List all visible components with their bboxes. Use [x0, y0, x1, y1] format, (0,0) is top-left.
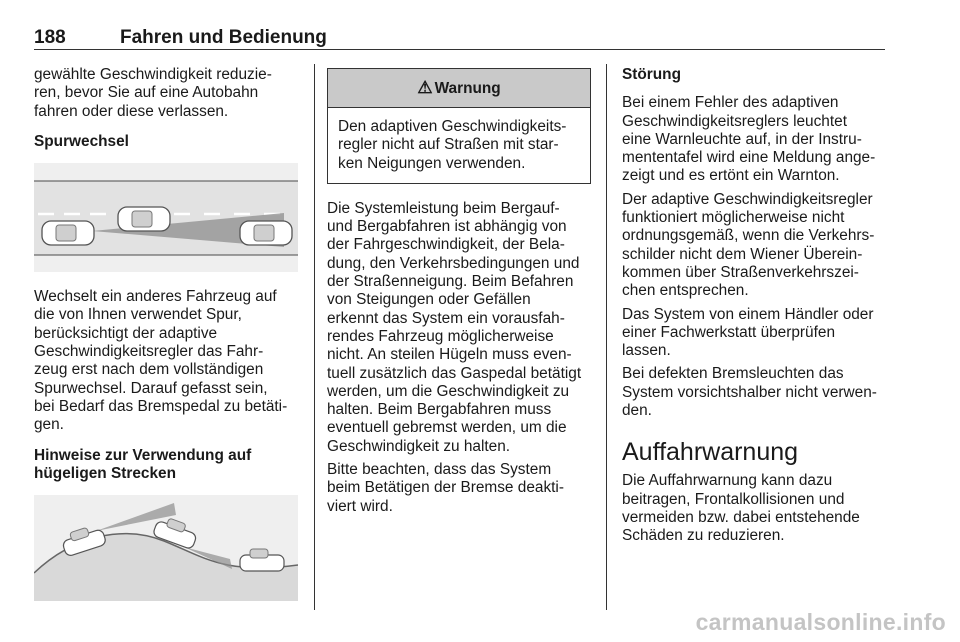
para-auffahr	[622, 472, 890, 545]
para-system	[327, 200, 591, 456]
text-line: erkennt das System ein vorausfah-	[327, 309, 565, 327]
text-line: beim Betätigen der Bremse deakti-	[327, 479, 564, 497]
car-merging	[118, 207, 170, 231]
text-line: zeigt und es ertönt ein Warnton.	[622, 167, 840, 185]
text-line: werden, um die Geschwindigkeit zu	[327, 382, 570, 400]
text-line: von Steigungen oder Gefällen	[327, 291, 531, 309]
para-spurwechsel	[34, 288, 304, 434]
column-divider-right	[606, 64, 607, 610]
text-line: Bei einem Fehler des adaptiven	[622, 94, 839, 112]
text-line: Wechselt ein anderes Fahrzeug auf	[34, 288, 277, 306]
text-line: ordnungsgemäß, wenn die Verkehrs-	[622, 227, 875, 245]
warning-box	[327, 68, 591, 184]
text-line: beitragen, Frontalkollisionen und	[622, 490, 845, 508]
para-bremsleuchten	[622, 365, 890, 420]
text-line: hügeligen Strecken	[34, 464, 176, 482]
warning-text	[328, 108, 590, 183]
text-line: Der adaptive Geschwindigkeitsregler	[622, 190, 873, 208]
column-2	[327, 66, 591, 528]
section-title: Fahren und Bedienung	[120, 27, 327, 48]
car-ahead	[240, 221, 292, 245]
para-fehler	[622, 94, 890, 185]
column-3	[622, 66, 890, 558]
text-line: berücksichtigt der adaptive	[34, 324, 218, 342]
heading-stoerung: Störung	[622, 66, 681, 83]
text-line: Bei defekten Bremsleuchten das	[622, 365, 844, 383]
text-line: regler nicht auf Straßen mit star-	[338, 136, 559, 154]
text-line: ken Neigungen verwenden.	[338, 154, 526, 172]
page-number: 188	[34, 27, 66, 48]
text-line: die von Ihnen verwendet Spur,	[34, 306, 242, 324]
heading-spurwechsel: Spurwechsel	[34, 132, 129, 150]
text-line: Geschwindigkeitsreglers leuchtet	[622, 112, 847, 130]
text-line: gen.	[34, 416, 64, 434]
heading-auffahrwarnung: Auffahrwarnung	[622, 438, 799, 467]
text-line: bei Bedarf das Bremspedal zu betäti-	[34, 397, 288, 415]
warning-title: Warnung	[434, 80, 501, 97]
text-line: viert wird.	[327, 497, 393, 515]
para-schilder	[622, 191, 890, 301]
text-line: Hinweise zur Verwendung auf	[34, 446, 252, 464]
text-line: einer Fachwerkstatt überprüfen	[622, 323, 836, 341]
text-line: ren, bevor Sie auf eine Autobahn	[34, 84, 259, 102]
text-line: und Bergabfahren ist abhängig von	[327, 218, 567, 236]
text-line: Spurwechsel. Darauf gefasst sein,	[34, 379, 268, 397]
text-line: eventuell gebremst werden, um die	[327, 419, 567, 437]
text-line: zeug erst nach dem vollständigen	[34, 361, 264, 379]
hill-figure	[34, 495, 298, 601]
text-line: den.	[622, 402, 652, 420]
car-own	[42, 221, 94, 245]
text-line: lassen.	[622, 342, 671, 360]
text-line: der Fahrgeschwindigkeit, der Bela-	[327, 236, 565, 254]
text-line: System vorsichtshalber nicht verwen-	[622, 383, 877, 401]
header-rule	[34, 49, 885, 50]
text-line: rendes Fahrzeug möglicherweise	[327, 327, 554, 345]
text-line: nicht. An steilen Hügeln muss even-	[327, 346, 572, 364]
text-line: kommen über Straßenverkehrszei-	[622, 263, 859, 281]
column-1	[34, 66, 304, 601]
text-line: mententafel wird eine Meldung ange-	[622, 149, 876, 167]
warning-header	[328, 69, 590, 108]
text-line: chen entsprechen.	[622, 282, 749, 300]
text-line: Den adaptiven Geschwindigkeits-	[338, 118, 567, 135]
para-intro	[34, 66, 304, 121]
text-line: Schäden zu reduzieren.	[622, 527, 785, 545]
text-line: Das System von einem Händler oder	[622, 305, 874, 323]
column-divider-left	[314, 64, 315, 610]
text-line: tuell zusätzlich das Gaspedal betätigt	[327, 364, 582, 382]
heading-hinweise	[34, 447, 304, 484]
text-line: funktioniert möglicherweise nicht	[622, 209, 845, 227]
text-line: schilder nicht dem Wiener Überein-	[622, 245, 863, 263]
para-haendler	[622, 306, 890, 361]
text-line: vermeiden bzw. dabei entstehende	[622, 508, 860, 526]
text-line: eine Warnleuchte auf, in der Instru-	[622, 130, 862, 148]
warning-triangle-icon: ⚠	[417, 78, 433, 97]
text-line: gewählte Geschwindigkeit reduzie-	[34, 66, 272, 83]
text-line: Geschwindigkeitsregler das Fahr-	[34, 343, 264, 361]
text-line: Geschwindigkeit zu halten.	[327, 437, 511, 455]
text-line: der Straßenneigung. Beim Befahren	[327, 273, 574, 291]
text-line: fahren oder diese verlassen.	[34, 102, 229, 120]
page-header	[34, 21, 885, 51]
lane-change-figure	[34, 163, 298, 272]
text-line: dung, den Verkehrsbedingungen und	[327, 254, 580, 272]
watermark: carmanualsonline.info	[695, 609, 946, 635]
para-brake	[327, 461, 591, 516]
text-line: Die Systemleistung beim Bergauf-	[327, 199, 560, 217]
text-line: Bitte beachten, dass das System	[327, 461, 552, 479]
text-line: Die Auffahrwarnung kann dazu	[622, 472, 833, 490]
text-line: halten. Beim Bergabfahren muss	[327, 401, 552, 419]
